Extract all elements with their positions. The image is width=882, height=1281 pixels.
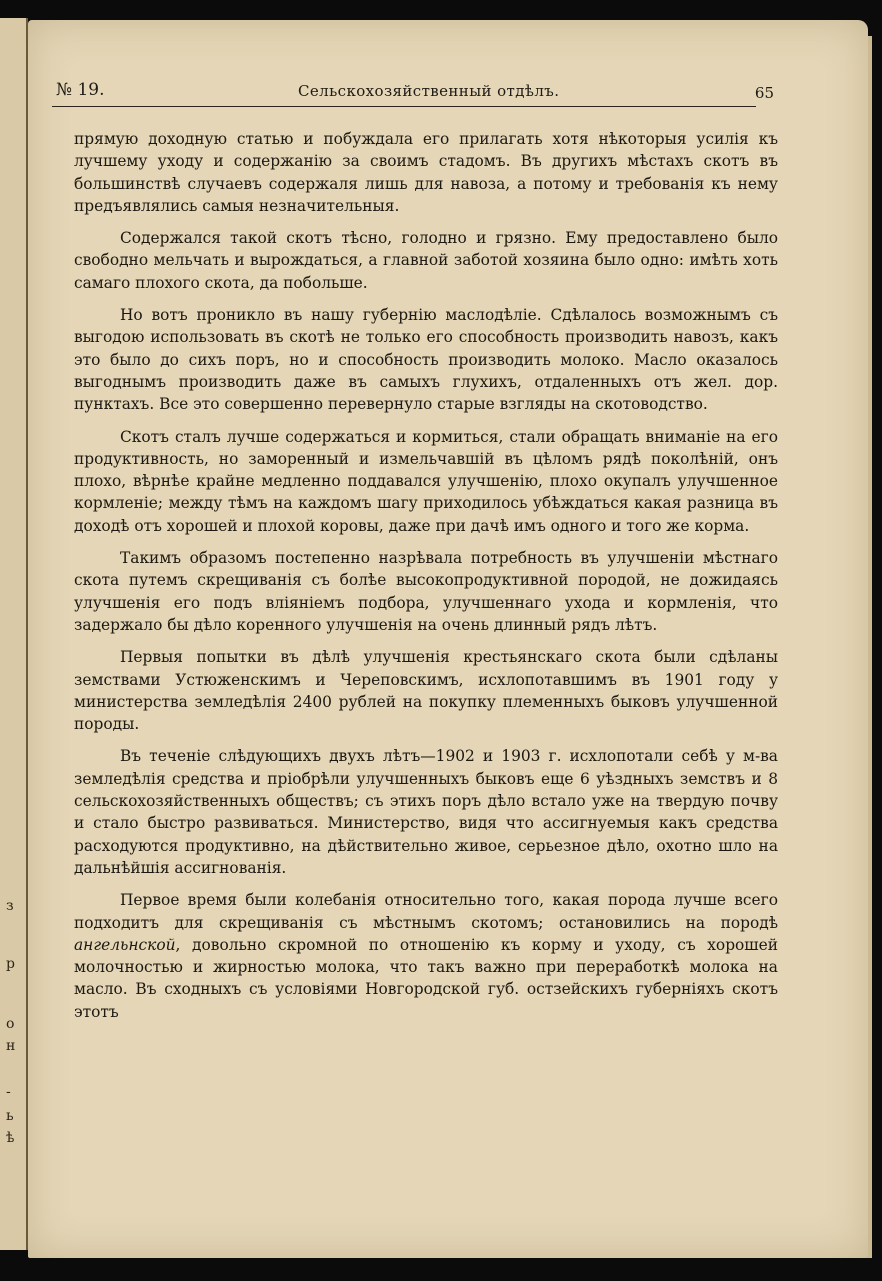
prev-page-mark: - [6, 1084, 11, 1100]
paragraph: прямую доходную статью и побуждала его прилагать хотя нѣкоторыя усилія къ лучшему уходу и содержанію за своимъ стадомъ. Въ другихъ мѣстахъ скотъ въ большинствѣ случаевъ содержаля лишь для навоза, а потому и требованія къ нему предъявлялись самыя незначительныя. [74, 130, 778, 215]
previous-page-edge [0, 18, 28, 1250]
prev-page-mark: н [6, 1038, 16, 1054]
paragraph: Скотъ сталъ лучше содержаться и кормиться, стали обращать вниманіе на его продуктивность, но заморенный и измельчавшій въ цѣломъ рядѣ поколѣній, онъ плохо, вѣрнѣе крайне медленно поддавался улучшенію, плохо окупалъ улучшенное кормленіе; между тѣмъ на каждомъ шагу приходилось убѣждаться какая разница въ доходѣ отъ хорошей и плохой коровы, даже при дачѣ имъ одного и того же корма. [74, 427, 778, 535]
running-header [52, 62, 782, 106]
paragraph-text: Первое время были колебанія относительно того, какая порода лучше всего подходитъ для скрещиванія съ мѣстнымъ скотомъ; остановились на породѣ [74, 891, 778, 932]
paragraph: Въ теченіе слѣдующихъ двухъ лѣтъ—1902 и 1903 г. исхлопотали себѣ у м-ва земледѣлія средства и пріобрѣли улучшенныхъ быковъ еще 6 уѣздныхъ земствъ и 8 сельскохозяйственныхъ обществъ; съ этихъ поръ дѣло встало уже на твердую почву и стало быстро развиваться. Министерство, видя что ассигнуемыя какъ средства расходуются продуктивно, на дѣйствительно живое, серьезное дѣло, охотно шло на дальнѣйшія ассигнованія. [74, 747, 778, 877]
issue-number: № 19. [56, 80, 105, 100]
prev-page-mark: о [6, 1016, 15, 1032]
paragraph-last [74, 889, 778, 1023]
paragraph: Первыя попытки въ дѣлѣ улучшенія крестьянскаго скота были сдѣланы земствами Устюженскимъ и Череповскимъ, исхлопотавшимъ въ 1901 году у министерства земледѣлія 2400 рублей на покупку племенныхъ быковъ улучшенной породы. [74, 648, 778, 734]
prev-page-mark: р [6, 956, 15, 972]
section-title: Сельскохозяйственный отдѣлъ. [298, 82, 560, 100]
paragraph: Содержался такой скотъ тѣсно, голодно и грязно. Ему предоставлено было свободно мельчать и вырождаться, а главной заботой хозяина было одно: имѣть хоть самаго плохого скота, да побольше. [74, 229, 778, 292]
previous-page-text-fragments [0, 18, 26, 1250]
prev-page-mark: ь [6, 1108, 14, 1124]
paragraph: Но вотъ проникло въ нашу губернію маслодѣліе. Сдѣлалось возможнымъ съ выгодою использовать въ скотѣ не только его способность производить навозъ, какъ это было до сихъ поръ, но и способность производить молоко. Масло оказалось выгоднымъ производить даже въ самыхъ глухихъ, отдаленныхъ отъ жел. дор. пунктахъ. Все это совершенно перевернуло старые взгляды на скотоводство. [74, 306, 778, 414]
header-rule [52, 106, 756, 107]
paragraph-text: , довольно скромной по отношенію къ корму и уходу, съ хорошей молочностью и жирностью молока, что такъ важно при переработкѣ молока на масло. Въ сходныхъ съ условіями Новгородской губ. остзейскихъ губерніяхъ скотъ этотъ [74, 935, 778, 1021]
page-number: 65 [754, 84, 774, 102]
prev-page-mark: з [6, 898, 14, 914]
paragraph: Такимъ образомъ постепенно назрѣвала потребность въ улучшеніи мѣстнаго скота путемъ скрещиванія съ болѣе высокопродуктивной породой, не дожидаясь улучшенія его подъ вліяніемъ подбора, улучшеннаго ухода и кормленія, что задержало бы дѣло коренного улучшенія на очень длинный рядъ лѣтъ. [74, 549, 778, 634]
prev-page-mark: ѣ [6, 1130, 15, 1146]
article-body [74, 128, 778, 1033]
breed-name-italic: ангельнской [74, 935, 176, 954]
